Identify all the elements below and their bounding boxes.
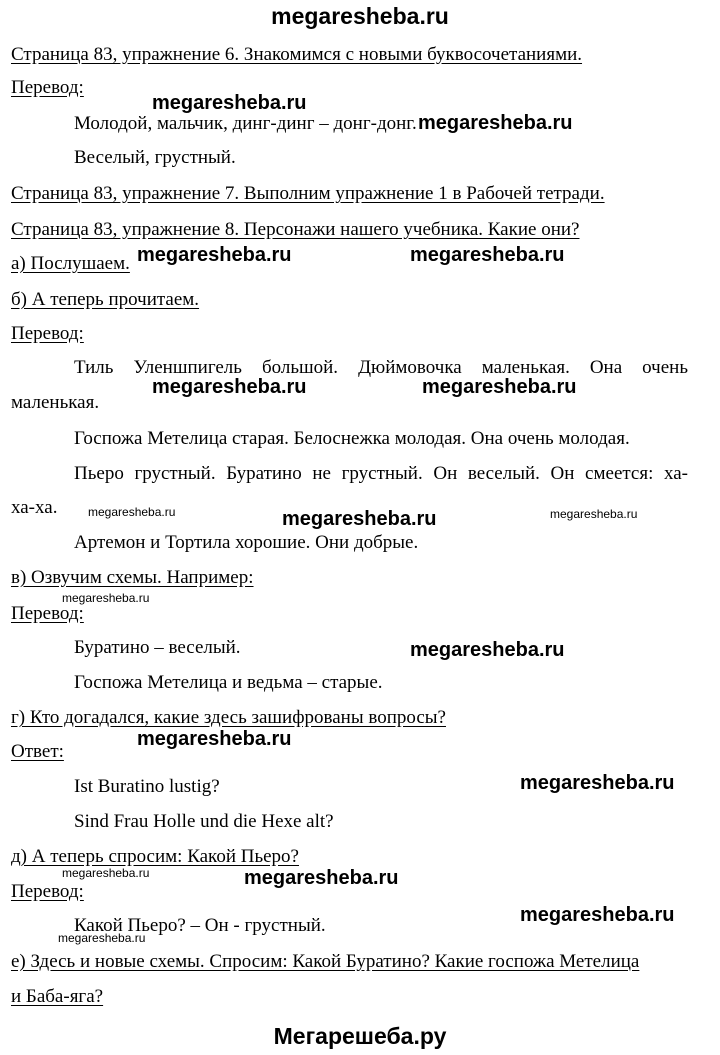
answer-label: Ответ:	[11, 741, 64, 762]
watermark: megaresheba.ru	[152, 92, 307, 114]
translation-label: Перевод:	[11, 603, 84, 624]
part-v: в) Озвучим схемы. Например:	[11, 567, 254, 588]
paragraph-4: Артемон и Тортила хорошие. Они добрые.	[74, 532, 419, 553]
paragraph-3-line-1: Пьеро грустный. Буратино не грустный. Он веселый. Он смеется: ха-	[74, 463, 688, 484]
part-e-line-2: и Баба-яга?	[11, 986, 104, 1007]
translation-label: Перевод:	[11, 323, 84, 344]
exercise-6-heading: Страница 83, упражнение 6. Знакомимся с новыми буквосочетаниями.	[11, 44, 583, 65]
g-line-2: Sind Frau Holle und die Hexe alt?	[74, 811, 334, 832]
exercise-8-heading: Страница 83, упражнение 8. Персонажи нашего учебника. Какие они?	[11, 219, 580, 240]
translation-label: Перевод:	[11, 881, 84, 902]
paragraph-1-line-2: маленькая.	[11, 392, 100, 413]
paragraph-3-line-2: ха-ха.	[11, 497, 58, 518]
g-line-1: Ist Buratino lustig?	[74, 776, 220, 797]
paragraph-2: Госпожа Метелица старая. Белоснежка молодая. Она очень молодая.	[74, 428, 630, 449]
watermark: megaresheba.ru	[88, 505, 176, 519]
watermark: megaresheba.ru	[410, 639, 565, 661]
watermark: megaresheba.ru	[62, 866, 150, 880]
watermark: megaresheba.ru	[137, 244, 292, 266]
watermark: megaresheba.ru	[422, 376, 577, 398]
watermark: megaresheba.ru	[58, 931, 146, 945]
watermark: megaresheba.ru	[410, 244, 565, 266]
site-footer: Мегарешеба.ру	[273, 1023, 447, 1049]
exercise-7-heading: Страница 83, упражнение 7. Выполним упражнение 1 в Рабочей тетради.	[11, 183, 605, 204]
watermark: megaresheba.ru	[550, 507, 638, 521]
watermark: megaresheba.ru	[152, 376, 307, 398]
watermark: megaresheba.ru	[282, 508, 437, 530]
watermark: megaresheba.ru	[520, 904, 675, 926]
watermark: megaresheba.ru	[137, 728, 292, 750]
exercise-6-line-2: Веселый, грустный.	[74, 147, 236, 168]
watermark: megaresheba.ru	[244, 867, 399, 889]
exercise-6-line-1: Молодой, мальчик, динг-динг – донг-донг.	[74, 113, 417, 134]
paragraph-1-line-1: Тиль Уленшпигель большой. Дюймовочка маленькая. Она очень	[74, 357, 688, 378]
part-e-line-1: е) Здесь и новые схемы. Спросим: Какой Буратино? Какие госпожа Метелица	[11, 951, 640, 972]
watermark: megaresheba.ru	[418, 112, 573, 134]
site-header: megaresheba.ru	[271, 3, 449, 29]
v-line-2: Госпожа Метелица и ведьма – старые.	[74, 672, 383, 693]
d-line-1: Какой Пьеро? – Он - грустный.	[74, 915, 326, 936]
translation-label: Перевод:	[11, 77, 84, 98]
part-d: д) А теперь спросим: Какой Пьеро?	[11, 846, 299, 867]
part-b: б) А теперь прочитаем.	[11, 289, 200, 310]
part-a: а) Послушаем.	[11, 253, 130, 274]
watermark: megaresheba.ru	[520, 772, 675, 794]
watermark: megaresheba.ru	[62, 591, 150, 605]
v-line-1: Буратино – веселый.	[74, 637, 241, 658]
part-g: г) Кто догадался, какие здесь зашифрованы вопросы?	[11, 707, 446, 728]
